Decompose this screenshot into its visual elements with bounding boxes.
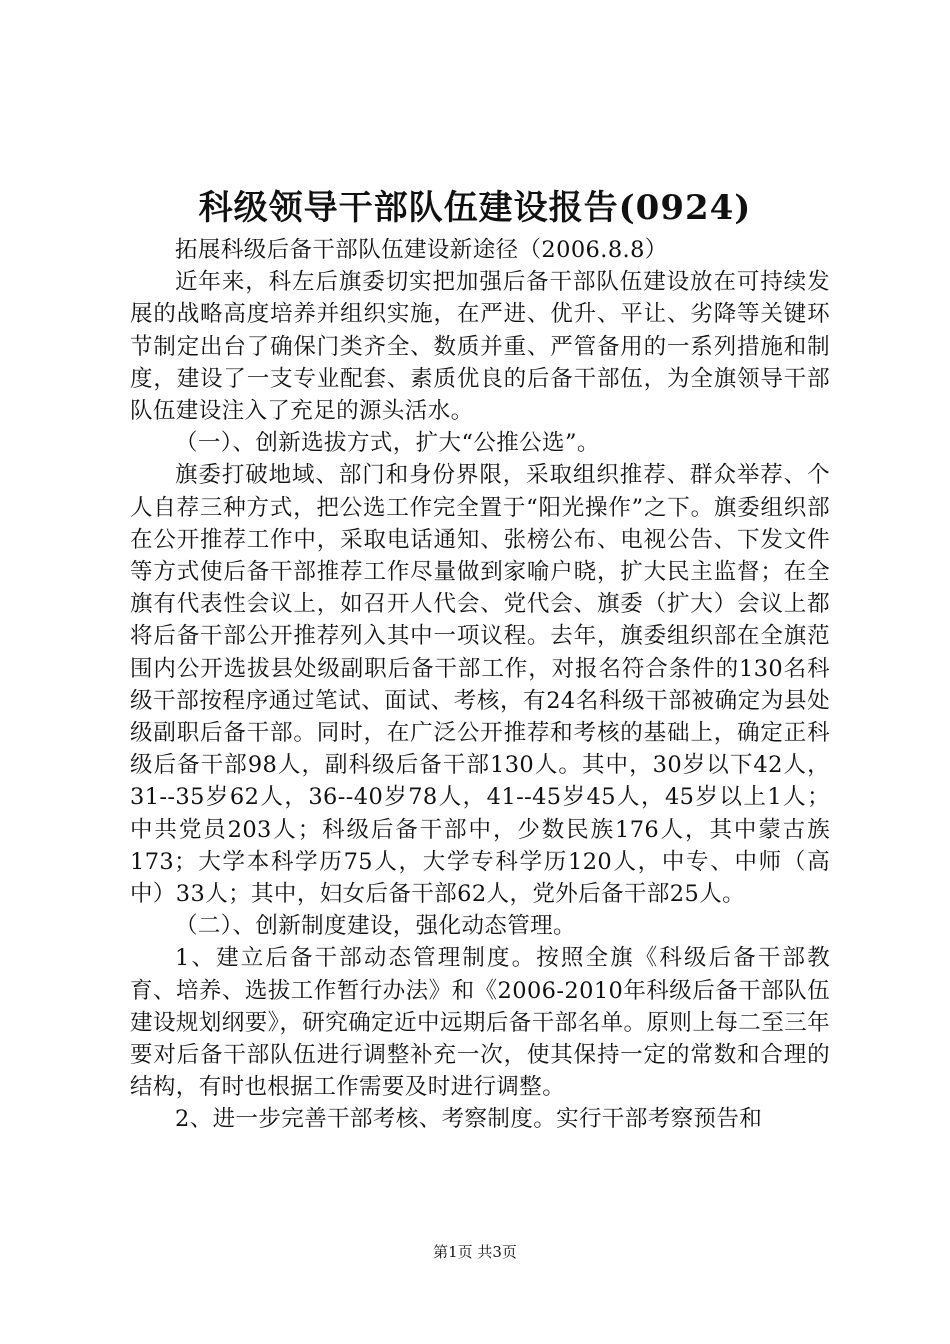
paragraph-assessment: 2、进一步完善干部考核、考察制度。实行干部考察预告和 xyxy=(175,1106,763,1133)
paragraph-subtitle: 拓展科级后备干部队伍建设新途径（2006.8.8） xyxy=(175,237,668,263)
paragraph-dynamic-management: 1、建立后备干部动态管理制度。按照全旗《科级后备干部教育、培养、选拔工作暂行办法》和《2006-2010年科级后备干部队伍建设规划纲要》，研究确定近中远期后备干部名单。原则上每二至三年要对后备干部队伍进行调整补充一次，使其保持一定的常数和合理的结构，有时也根据工作需要及时进行调整。 xyxy=(130,945,830,1101)
paragraph-intro: 近年来，科左后旗委切实把加强后备干部队伍建设放在可持续发展的战略高度培养并组织实施，在严进、优升、平让、劣降等关键环节制定出台了确保门类齐全、数质并重、严管备用的一系列措施和制度，建设了一支专业配套、素质优良的后备干部伍，为全旗领导干部队伍建设注入了充足的源头活水。 xyxy=(130,269,830,425)
section-heading-1: （一）、创新选拔方式，扩大“公推公选”。 xyxy=(175,430,600,457)
page-number-footer: 第1页 共3页 xyxy=(433,1243,517,1261)
document-body xyxy=(130,234,830,1136)
document-title: 科级领导干部队伍建设报告(0924) xyxy=(198,188,752,228)
section-heading-2: （二）、创新制度建设，强化动态管理。 xyxy=(175,913,576,940)
paragraph-selection: 旗委打破地域、部门和身份界限，采取组织推荐、群众举荐、个人自荐三种方式，把公选工作完全置于“阳光操作”之下。旗委组织部在公开推荐工作中，采取电话通知、张榜公布、电视公告、下发文件等方式使后备干部推荐工作尽量做到家喻户晓，扩大民主监督；在全旗有代表性会议上，如召开人代会、党代会、旗委（扩大）会议上都将后备干部公开推荐列入其中一项议程。去年，旗委组织部在全旗范围内公开选拔县处级副职后备干部工作，对报名符合条件的130名科级干部按程序通过笔试、面试、考核，有24名科级干部被确定为县处级副职后备干部。同时，在广泛公开推荐和考核的基础上，确定正科级后备干部98人，副科级后备干部130人。其中，30岁以下42人，31--35岁62人，36--40岁78人，41--45岁45人，45岁以上1人；中共党员203人；科级后备干部中，少数民族176人，其中蒙古族173；大学本科学历75人，大学专科学历120人，中专、中师（高中）33人；其中，妇女后备干部62人，党外后备干部25人。 xyxy=(130,462,830,908)
